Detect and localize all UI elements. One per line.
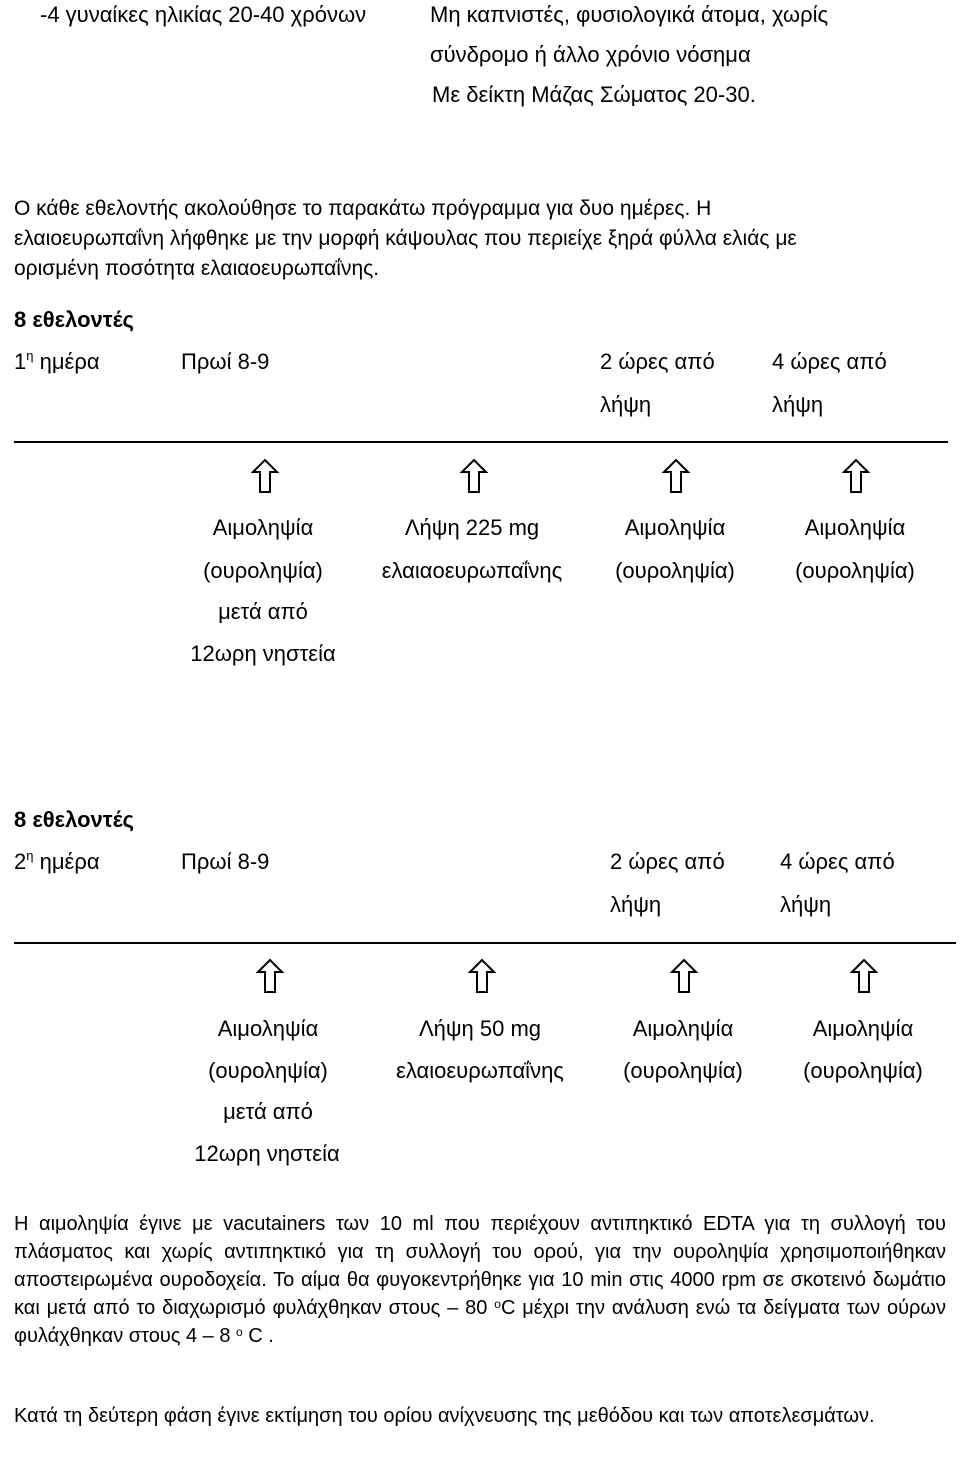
day1-morning: Πρωί 8-9: [181, 349, 270, 374]
group-label: -4 γυναίκες ηλικίας 20-40 χρόνων: [40, 2, 367, 27]
double-up-arrow-icon: [669, 958, 699, 994]
day2-volunteers: 8 εθελοντές: [14, 807, 134, 832]
day2-col1-line4: 12ωρη νηστεία: [194, 1141, 340, 1166]
day2-after4-line2: λήψη: [780, 892, 832, 917]
double-up-arrow-icon: [255, 958, 285, 994]
criteria-line-1: Μη καπνιστές, φυσιολογικά άτομα, χωρίς: [430, 2, 829, 27]
day1-col4-line1: Αιμοληψία: [804, 515, 906, 540]
intro-line-1: Ο κάθε εθελοντής ακολούθησε το παρακάτω πρόγραμμα για δυο ημέρες. Η: [14, 197, 712, 220]
intro-line-2: ελαιοευρωπαΐνη λήφθηκε με την μορφή κάψουλας που περιείχε ξηρά φύλλα ελιάς με: [14, 227, 797, 250]
day2-morning: Πρωί 8-9: [181, 849, 270, 874]
day1-col1-line1: Αιμοληψία: [212, 515, 314, 540]
day1-col2-line1: Λήψη 225 mg: [404, 515, 540, 540]
day2-col3-line1: Αιμοληψία: [632, 1016, 734, 1041]
double-up-arrow-icon: [459, 458, 489, 494]
day1-volunteers: 8 εθελοντές: [14, 307, 134, 332]
day1-label: $1^\eta$ ημέρα: [14, 348, 100, 374]
closing-paragraph: Κατά τη δεύτερη φάση έγινε εκτίμηση του ορίου ανίχνευσης της μεθόδου και των αποτελεσμάτων.: [14, 1405, 875, 1427]
day2-col2-line1: Λήψη 50 mg: [418, 1016, 542, 1041]
day2-after4-line1: 4 ώρες από: [780, 849, 895, 874]
method-paragraph: Η αιμοληψία έγινε με vacutainers των 10 ml που περιέχουν αντιπηκτικό EDTA για τη συλλογή του πλάσματος και χωρίς αντιπηκτικό για τη συλλογή του ορού, για την ουροληψία χρησιμοποιήθηκαν αποστειρωμένα ουροδοχεία. Το αίμα θα φυγοκεντρήθηκε για 10 min στις 4000 rpm σε σκοτεινό δωμάτιο και μετά από το διαχωρισμό φυλάχθηκαν στους – 80 $^o$C μέχρι την ανάλυση ενώ τα δείγματα των ούρων φυλάχθηκαν στους 4 – 8 $^o$ C .: [14, 1213, 947, 1347]
day1-col3-line1: Αιμοληψία: [624, 515, 726, 540]
day2-col3-line2: (ουροληψία): [623, 1058, 743, 1083]
day1-col1-line4: 12ωρη νηστεία: [190, 641, 336, 666]
day1-after4-line2: λήψη: [772, 392, 824, 417]
day1-col1-line3: μετά από: [218, 599, 308, 624]
criteria-line-2: σύνδρομο ή άλλο χρόνιο νόσημα: [430, 42, 751, 67]
day2-col4-line2: (ουροληψία): [803, 1058, 923, 1083]
day1-after4-line1: 4 ώρες από: [772, 349, 887, 374]
day1-col2-line2: ελαιαοευρωπαΐνης: [381, 558, 563, 583]
day1-after2-line1: 2 ώρες από: [600, 349, 715, 374]
criteria-line-3: Με δείκτη Μάζας Σώματος 20-30.: [432, 82, 756, 107]
day1-col4-line2: (ουροληψία): [795, 558, 915, 583]
double-up-arrow-icon: [661, 458, 691, 494]
day2-col4-line1: Αιμοληψία: [812, 1016, 914, 1041]
intro-line-3: ορισμένη ποσότητα ελαιαοευρωπαΐνης.: [14, 257, 380, 280]
day2-timeline-rule: [14, 942, 956, 944]
day2-after2-line2: λήψη: [610, 892, 662, 917]
day2-col1-line2: (ουροληψία): [208, 1058, 328, 1083]
day2-label: $2^\eta$ ημέρα: [14, 848, 100, 874]
day1-col1-line2: (ουροληψία): [203, 558, 323, 583]
day2-after2-line1: 2 ώρες από: [610, 849, 725, 874]
day2-col2-line2: ελαιοευρωπαΐνης: [396, 1058, 564, 1083]
double-up-arrow-icon: [841, 458, 871, 494]
day1-after2-line2: λήψη: [600, 392, 652, 417]
day2-col1-line1: Αιμοληψία: [217, 1016, 319, 1041]
double-up-arrow-icon: [250, 458, 280, 494]
day2-col1-line3: μετά από: [223, 1099, 313, 1124]
double-up-arrow-icon: [849, 958, 879, 994]
day1-timeline-rule: [14, 441, 948, 443]
day1-col3-line2: (ουροληψία): [615, 558, 735, 583]
double-up-arrow-icon: [467, 958, 497, 994]
